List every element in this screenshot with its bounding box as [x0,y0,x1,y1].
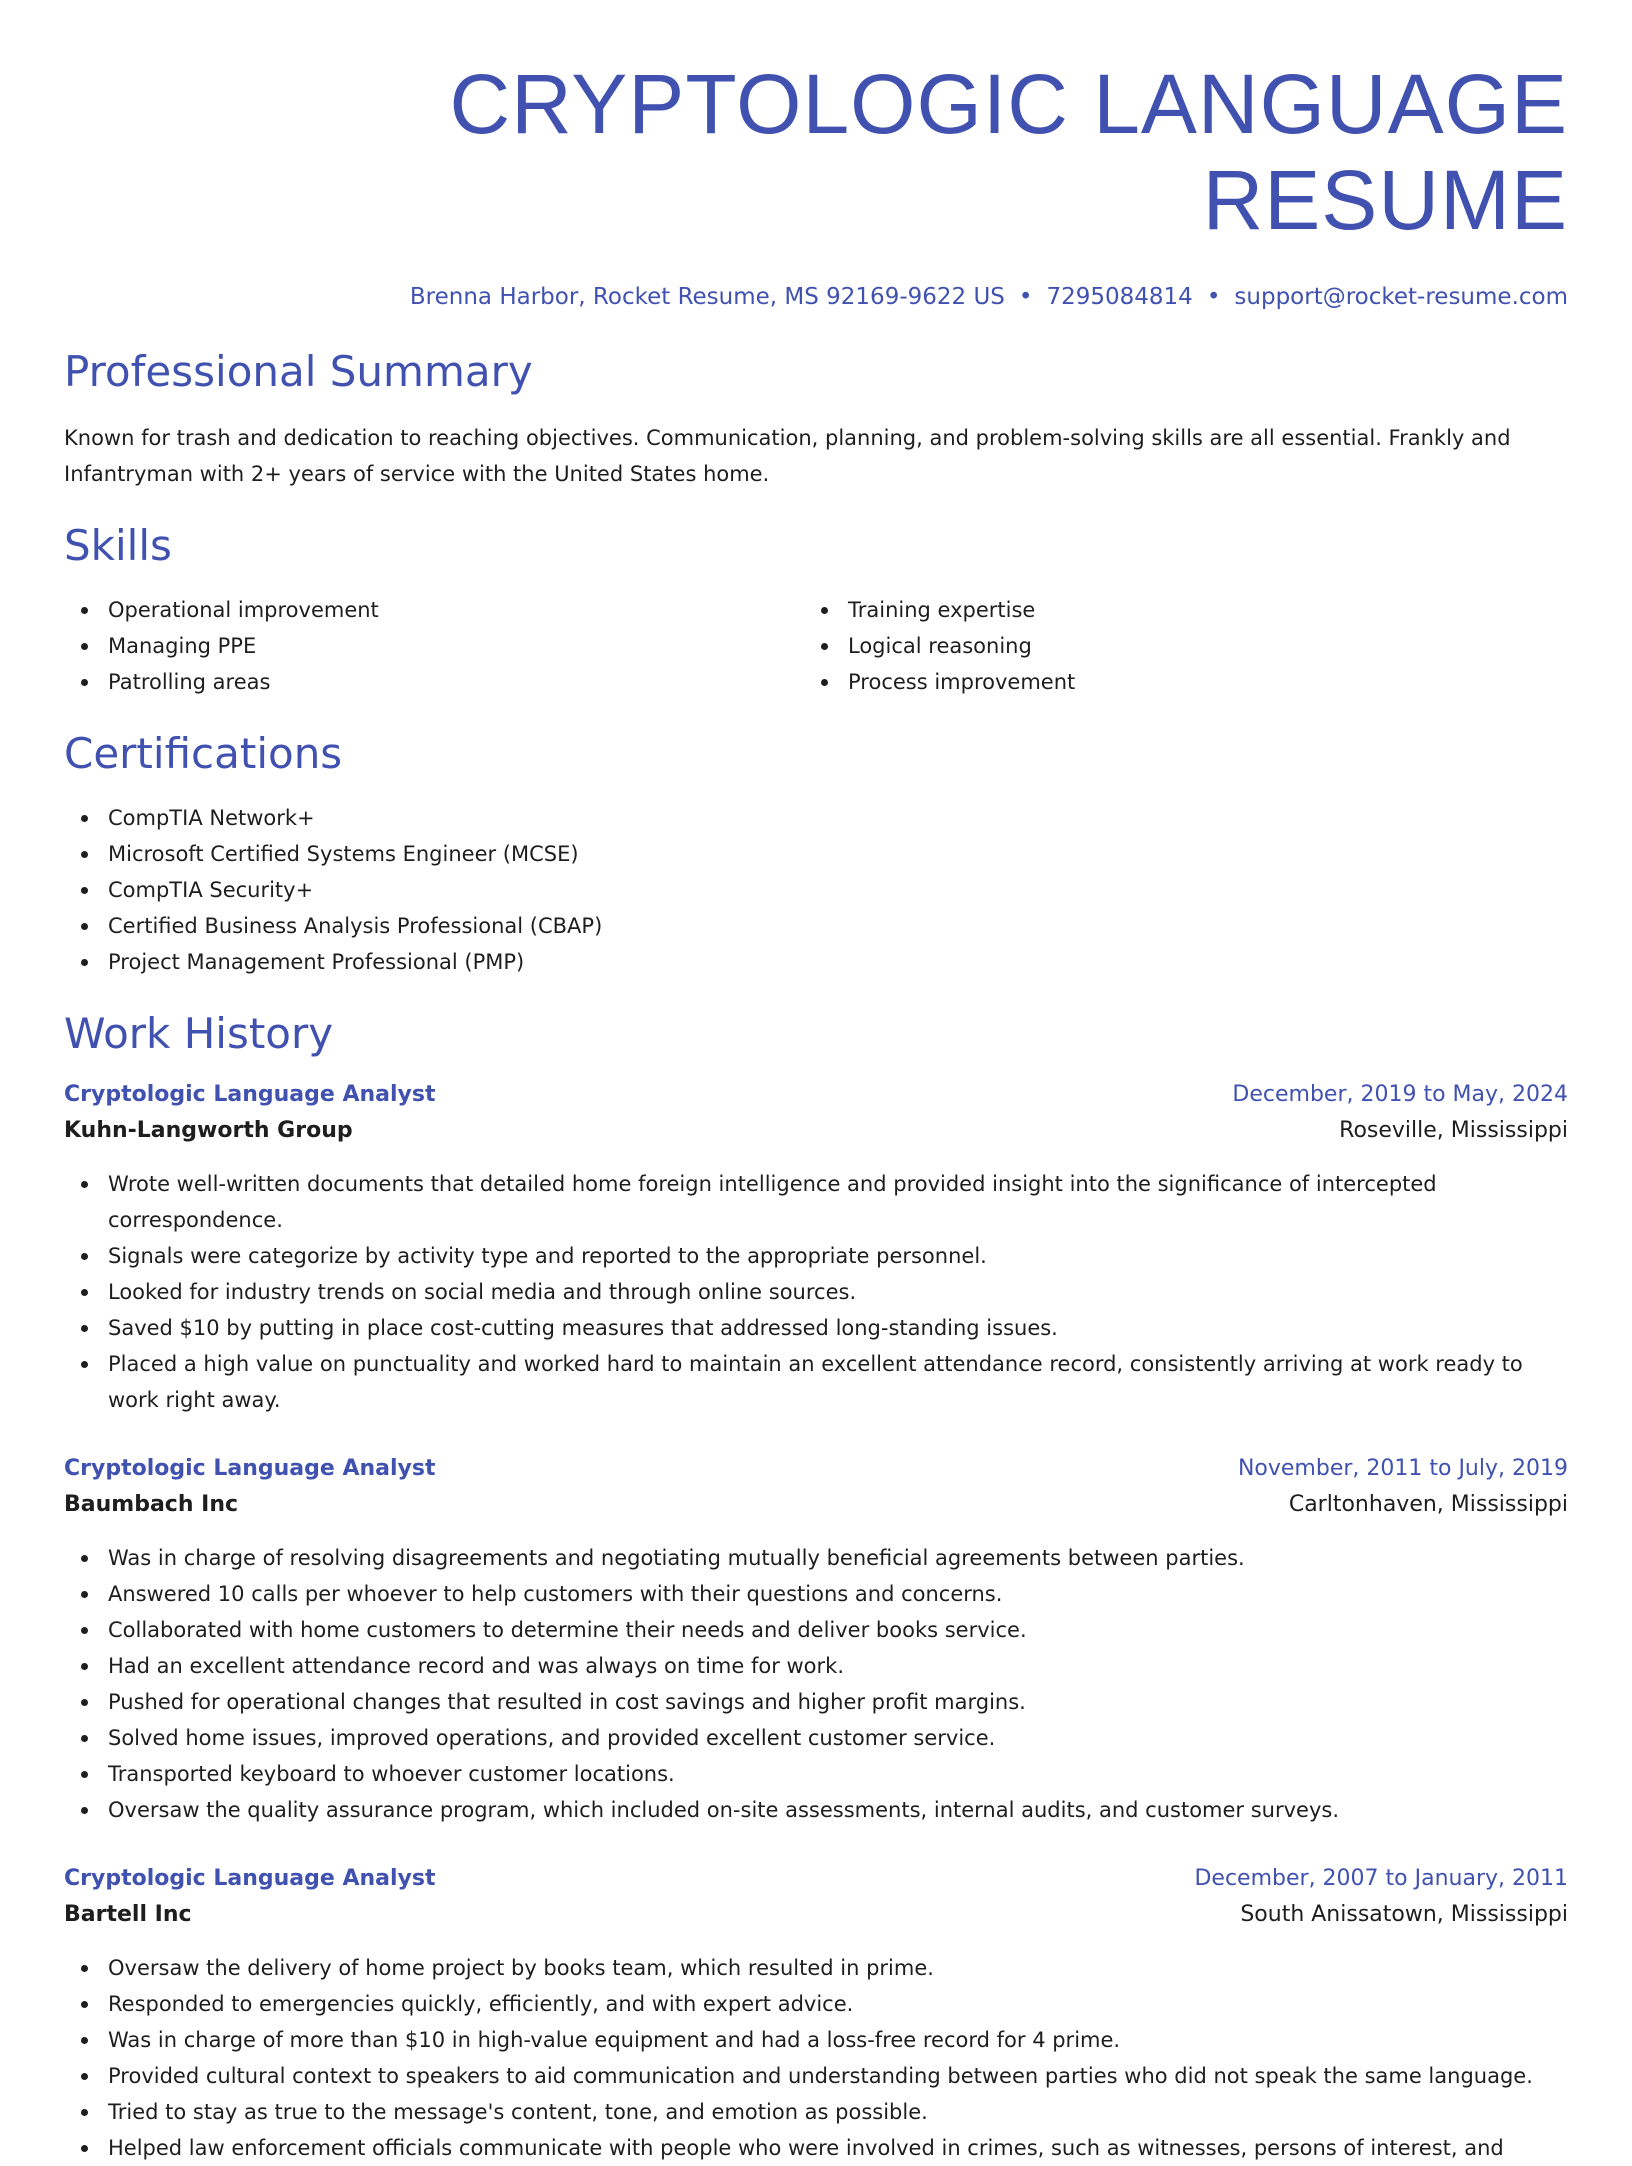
job-company: Baumbach Inc [64,1492,239,1517]
job-bullet: Was in charge of more than $10 in high-value equipment and had a loss-free record for 4 prime. [64,2022,1568,2058]
contact-line [64,282,1568,312]
skills-grid [64,592,1568,700]
job-bullet: Oversaw the delivery of home project by books team, which resulted in prime. [64,1950,1568,1986]
contact-address: Brenna Harbor, Rocket Resume, MS 92169-9622 US [409,284,1005,310]
certification-item: Microsoft Certified Systems Engineer (MCSE) [64,836,1568,872]
job-location: Carltonhaven, Mississippi [1288,1492,1568,1517]
job-bullet: Solved home issues, improved operations, and provided excellent customer service. [64,1720,1568,1756]
summary-heading: Professional Summary [64,347,533,396]
skill-item: Patrolling areas [64,664,804,700]
job-bullet: Looked for industry trends on social media and through online sources. [64,1274,1568,1310]
contact-phone: 7295084814 [1046,284,1193,310]
job-location: South Anissatown, Mississippi [1240,1902,1568,1927]
job-title: Cryptologic Language Analyst [64,1866,436,1891]
resume-header [64,0,1568,312]
job-company: Kuhn-Langworth Group [64,1118,353,1143]
job-bullet: Tried to stay as true to the message's content, tone, and emotion as possible. [64,2094,1568,2130]
job-bullet: Provided cultural context to speakers to aid communication and understanding between parties who did not speak the same language. [64,2058,1568,2094]
job-bullet: Placed a high value on punctuality and worked hard to maintain an excellent attendance record, consistently arriving at work ready to work right away. [64,1346,1568,1418]
contact-separator: • [1206,284,1221,310]
work-history-section [64,1008,1568,2166]
job-entry [64,1078,1568,1418]
job-bullet: Answered 10 calls per whoever to help customers with their questions and concerns. [64,1576,1568,1612]
contact-email[interactable]: support@rocket-resume.com [1234,284,1568,310]
job-bullet: Had an excellent attendance record and was always on time for work. [64,1648,1568,1684]
job-bullets [64,1166,1568,1418]
job-bullet: Pushed for operational changes that resulted in cost savings and higher profit margins. [64,1684,1568,1720]
job-company: Bartell Inc [64,1902,192,1927]
skill-item: Managing PPE [64,628,804,664]
certification-item: Certified Business Analysis Professional (CBAP) [64,908,1568,944]
job-bullet: Collaborated with home customers to determine their needs and deliver books service. [64,1612,1568,1648]
job-title-row [64,1078,1568,1112]
certification-item: CompTIA Network+ [64,800,1568,836]
contact-separator: • [1018,284,1033,310]
skill-item: Process improvement [804,664,1544,700]
skill-item: Logical reasoning [804,628,1544,664]
summary-text: Known for trash and dedication to reaching objectives. Communication, planning, and problem-solving skills are all essential. Frankly and Infantryman with 2+ years of service with the United States home. [64,426,1511,486]
job-company-row [64,1896,1568,1934]
work-history-heading: Work History [64,1009,334,1058]
job-bullets [64,1950,1568,2166]
job-bullet: Wrote well-written documents that detailed home foreign intelligence and provided insight into the significance of intercepted correspondence. [64,1166,1568,1238]
job-bullet: Oversaw the quality assurance program, which included on-site assessments, internal audits, and customer surveys. [64,1792,1568,1828]
skills-list-right [804,592,1544,700]
skill-item: Operational improvement [64,592,804,628]
job-bullet: Responded to emergencies quickly, efficiently, and with expert advice. [64,1986,1568,2022]
job-company-row [64,1486,1568,1524]
job-title-row [64,1452,1568,1486]
certifications-list [64,800,1568,980]
job-entry [64,1862,1568,2166]
skills-section [64,520,1568,700]
job-entry [64,1452,1568,1828]
skills-list-left [64,592,804,700]
job-dates: December, 2019 to May, 2024 [1232,1082,1568,1107]
job-title: Cryptologic Language Analyst [64,1082,436,1107]
job-bullet: Helped law enforcement officials communicate with people who were involved in crimes, such as witnesses, persons of interest, and [64,2130,1568,2166]
job-title: Cryptologic Language Analyst [64,1456,436,1481]
resume-title: CRYPTOLOGIC LANGUAGE RESUME [449,57,1568,247]
skills-heading: Skills [64,521,172,570]
job-title-row [64,1862,1568,1896]
job-dates: November, 2011 to July, 2019 [1237,1456,1568,1481]
job-location: Roseville, Mississippi [1339,1118,1568,1143]
job-bullet: Signals were categorize by activity type and reported to the appropriate personnel. [64,1238,1568,1274]
certification-item: CompTIA Security+ [64,872,1568,908]
job-bullets [64,1540,1568,1828]
job-bullet: Saved $10 by putting in place cost-cutting measures that addressed long-standing issues. [64,1310,1568,1346]
job-bullet: Transported keyboard to whoever customer locations. [64,1756,1568,1792]
job-company-row [64,1112,1568,1150]
job-bullet: Was in charge of resolving disagreements and negotiating mutually beneficial agreements between parties. [64,1540,1568,1576]
certifications-heading: Certifications [64,729,343,778]
certifications-section [64,728,1568,980]
job-dates: December, 2007 to January, 2011 [1194,1866,1568,1891]
certification-item: Project Management Professional (PMP) [64,944,1568,980]
summary-section [64,346,1568,492]
skill-item: Training expertise [804,592,1544,628]
